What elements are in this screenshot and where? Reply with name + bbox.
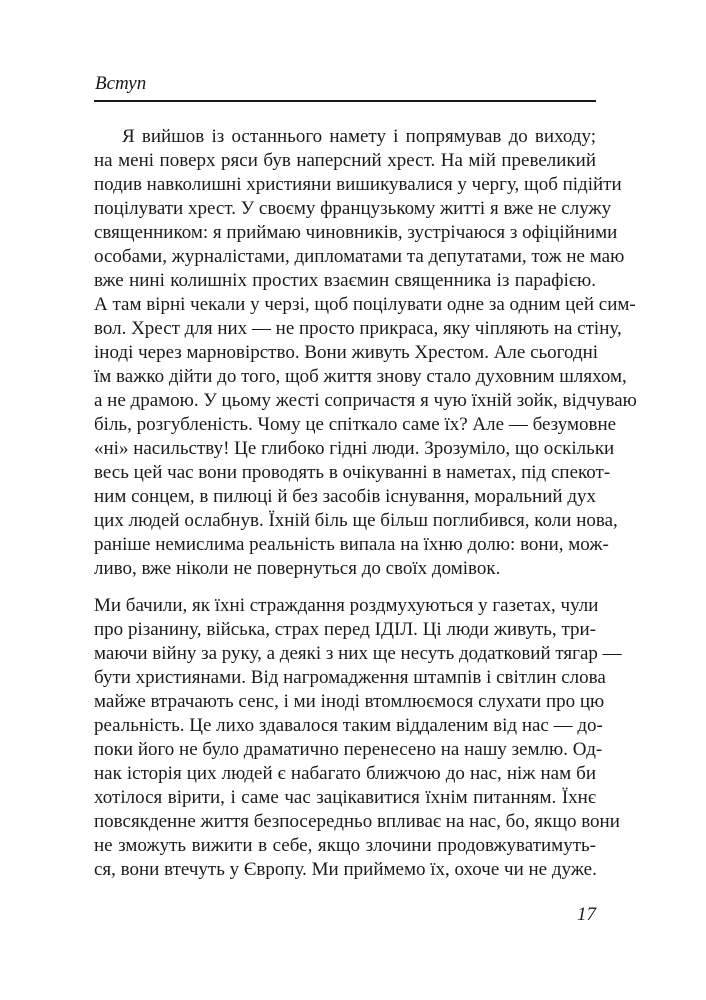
text-line: реальність. Це лихо здавалося таким віддаленим від нас — до-: [94, 715, 603, 736]
header-rule: [94, 100, 596, 102]
text-line: ся, вони втечуть у Європу. Ми приймемо їх, охоче чи не дуже.: [94, 859, 597, 880]
text-line: особами, журналістами, дипломатами та депутатами, тож не маю: [94, 246, 625, 267]
running-header: Вступ: [95, 73, 147, 94]
text-line: поцілувати хрест. У своєму французькому житті я вже не служу: [94, 198, 612, 219]
text-line: а не драмою. У цьому жесті сопричастя я чую їхній зойк, відчуваю: [94, 390, 637, 411]
page-number: 17: [577, 904, 596, 925]
text-line: Я вийшов із останнього намету і попрямував до виходу;: [122, 126, 596, 147]
text-line: цих людей ослабнув. Їхній біль ще більш поглибився, коли нова,: [94, 510, 618, 531]
text-line: хотілося вірити, і саме час зацікавитися їхнім питанням. Їхнє: [94, 787, 596, 808]
text-line: повсякденне життя безпосередньо впливає на нас, бо, якщо вони: [94, 811, 620, 832]
text-line: про різанину, війська, страх перед ІДІЛ. Ці люди живуть, три-: [94, 619, 596, 640]
text-line: іноді через марновірство. Вони живуть Хрестом. Але сьогодні: [94, 342, 599, 363]
text-line: А там вірні чекали у черзі, щоб поцілувати одне за одним цей сим-: [94, 294, 636, 315]
text-line: поки його не було драматично перенесено на нашу землю. Од-: [94, 739, 603, 760]
text-line: ливо, вже ніколи не повернуться до своїх домівок.: [94, 558, 501, 579]
text-line: на мені поверх ряси був наперсний хрест. На мій превеликий: [94, 150, 596, 171]
text-line: їм важко дійти до того, щоб життя знову стало духовним шляхом,: [94, 366, 627, 387]
text-line: священником: я приймаю чиновників, зустрічаюся з офіційними: [94, 222, 618, 243]
text-line: вол. Хрест для них — не просто прикраса, яку чіпляють на стіну,: [94, 318, 622, 339]
paragraph-2: [94, 594, 622, 882]
text-line: Ми бачили, як їхні страждання роздмухуються у газетах, чули: [94, 595, 599, 616]
text-line: вже нині колишніх простих взаємин священника із парафією.: [94, 270, 596, 291]
text-line: не зможуть вижити в себе, якщо злочини продовжуватимуть-: [94, 835, 596, 856]
paragraph-1: [94, 125, 637, 581]
text-line: «ні» насильству! Це глибоко гідні люди. Зрозуміло, що оскільки: [94, 438, 615, 459]
text-line: маючи війну за руку, а деякі з них ще несуть додатковий тягар —: [94, 643, 622, 664]
text-line: бути християнами. Від нагромадження штампів і світлин слова: [94, 667, 606, 688]
text-line: весь цей час вони проводять в очікуванні в наметах, під спекот-: [94, 462, 611, 483]
text-line: раніше немислима реальність випала на їхню долю: вони, мож-: [94, 534, 609, 555]
text-line: нак історія цих людей є набагато ближчою до нас, ніж нам би: [94, 763, 596, 784]
text-line: біль, розгубленість. Чому це спіткало саме їх? Але — безумовне: [94, 414, 617, 435]
text-line: ним сонцем, в пилюці й без засобів існування, моральний дух: [94, 486, 596, 507]
text-line: майже втрачають сенс, і ми іноді втомлюємося слухати про цю: [94, 691, 605, 712]
text-line: подив навколишні християни вишикувалися у чергу, щоб підійти: [94, 174, 622, 195]
